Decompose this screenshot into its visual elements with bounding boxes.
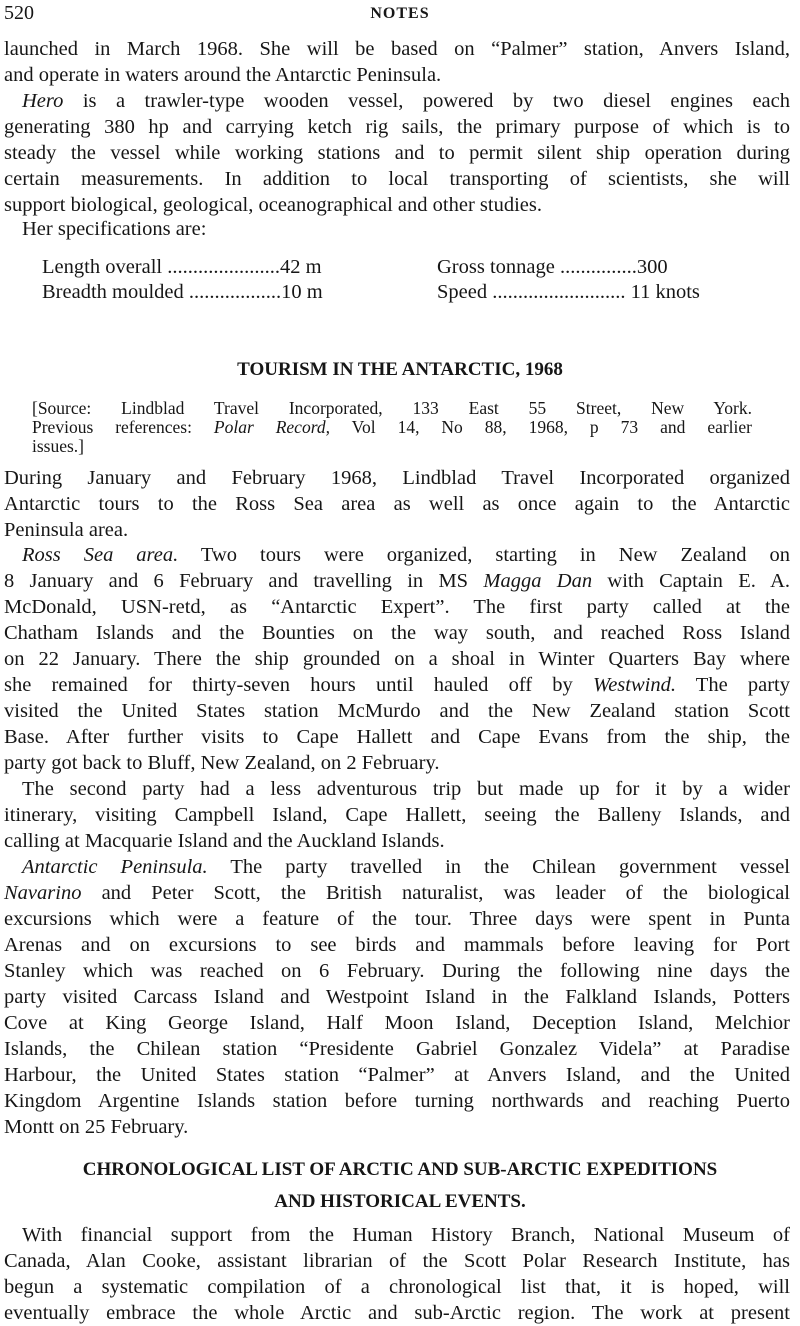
text-run: she remained for thirty-seven hours until hauled off by <box>4 674 594 696</box>
running-title: NOTES <box>370 5 430 22</box>
text-run: Vol 14, No 88, 1968, p 73 and earlier <box>330 417 753 437</box>
spec-value: 300 <box>636 256 668 278</box>
text-line: party got back to Bluff, New Zealand, on 2 February. <box>4 752 440 774</box>
text-line: Harbour, the United States station “Palmer” at Anvers Island, and the United <box>4 1064 790 1086</box>
text-run: Two tours were organized, starting in New Zealand on <box>178 544 790 566</box>
subheading-antarctic-peninsula: Antarctic Peninsula. <box>22 856 208 878</box>
text-line: With financial support from the Human History Branch, National Museum of <box>22 1224 790 1246</box>
text-line: visited the United States station McMurdo and the New Zealand station Scott <box>4 700 790 722</box>
spec-leader: .................. <box>188 281 282 303</box>
text-line <box>22 542 790 568</box>
text-line <box>22 88 790 114</box>
text-run: The party travelled in the Chilean government vessel <box>207 856 790 878</box>
text-line: party visited Carcass Island and Westpoint Island in the Falkland Islands, Potters <box>4 986 790 1008</box>
spec-leader: .......................... <box>492 281 626 303</box>
spec-label: Breadth moulded <box>42 281 184 303</box>
text-line: steady the vessel while working stations and to permit silent ship operation during <box>4 142 790 164</box>
text-line: Chatham Islands and the Bounties on the way south, and reached Ross Island <box>4 622 790 644</box>
text-line: Cove at King George Island, Half Moon Island, Deception Island, Melchior <box>4 1012 790 1034</box>
spec-tonnage <box>437 254 668 280</box>
section-title-chronological: CHRONOLOGICAL LIST OF ARCTIC AND SUB-ARCTIC EXPEDITIONS <box>82 1159 718 1180</box>
text-line: McDonald, USN-retd, as “Antarctic Expert”. The first party called at the <box>4 596 790 618</box>
source-line <box>32 417 752 437</box>
text-line <box>4 568 790 594</box>
spec-breadth <box>42 279 323 305</box>
spec-label: Length overall <box>42 256 163 278</box>
spec-speed <box>437 279 700 305</box>
spec-leader: ...................... <box>167 256 280 278</box>
spec-value: 10 m <box>281 281 323 303</box>
text-line: Montt on 25 February. <box>4 1116 189 1138</box>
spec-value: 11 knots <box>630 281 700 303</box>
spec-length <box>42 254 322 280</box>
source-line: issues.] <box>32 436 85 456</box>
text-line: The second party had a less adventurous trip but made up for it by a wider <box>22 778 790 800</box>
spec-label: Gross tonnage <box>437 256 555 278</box>
text-line: and operate in waters around the Antarctic Peninsula. <box>4 64 442 86</box>
ship-name: Westwind. <box>593 674 676 696</box>
text-line: launched in March 1968. She will be based on “Palmer” station, Anvers Island, <box>4 38 790 60</box>
text-line <box>4 672 790 698</box>
text-line: Base. After further visits to Cape Hallett and Cape Evans from the ship, the <box>4 726 790 748</box>
text-line: itinerary, visiting Campbell Island, Cape Hallett, seeing the Balleny Islands, and <box>4 804 790 826</box>
text-line: Canada, Alan Cooke, assistant librarian of the Scott Polar Research Institute, has <box>4 1250 790 1272</box>
text-run: 8 January and 6 February and travelling in MS <box>4 570 484 592</box>
section-title-chronological-cont: AND HISTORICAL EVENTS. <box>274 1191 526 1212</box>
text-run: and Peter Scott, the British naturalist, was leader of the biological <box>81 882 790 904</box>
spec-label: Speed <box>437 281 488 303</box>
text-line: Kingdom Argentine Islands station before turning northwards and reaching Puerto <box>4 1090 790 1112</box>
text-run: The party <box>675 674 791 696</box>
text-run: with Captain E. A. <box>592 570 790 592</box>
text-line: generating 380 hp and carrying ketch rig sails, the primary purpose of which is to <box>4 116 790 138</box>
text-line: Stanley which was reached on 6 February. During the following nine days the <box>4 960 790 982</box>
spec-value: 42 m <box>279 256 322 278</box>
page-number: 520 <box>4 2 34 24</box>
text-line: on 22 January. There the ship grounded on a shoal in Winter Quarters Bay where <box>4 648 790 670</box>
section-title-tourism: TOURISM IN THE ANTARCTIC, 1968 <box>237 359 563 380</box>
text-line: Peninsula area. <box>4 519 129 541</box>
text-line <box>22 854 790 880</box>
text-run: is a trawler-type wooden vessel, powered by two diesel engines each <box>63 90 790 112</box>
text-line: excursions which were a feature of the tour. Three days were spent in Punta <box>4 908 790 930</box>
text-line: Antarctic tours to the Ross Sea area as well as once again to the Antarctic <box>4 493 790 515</box>
ship-name: Magga Dan <box>483 570 593 592</box>
text-line: Arenas and on excursions to see birds and mammals before leaving for Port <box>4 934 790 956</box>
vessel-name: Hero <box>22 90 64 112</box>
spec-leader: ............... <box>559 256 637 278</box>
text-line: Her specifications are: <box>22 218 207 240</box>
subheading-ross-sea: Ross Sea area. <box>22 544 179 566</box>
text-line <box>4 880 790 906</box>
source-line: [Source: Lindblad Travel Incorporated, 133 East 55 Street, New York. <box>32 398 752 418</box>
text-line: calling at Macquarie Island and the Auckland Islands. <box>4 830 445 852</box>
text-line: Islands, the Chilean station “Presidente Gabriel Gonzalez Videla” at Paradise <box>4 1038 790 1060</box>
text-line: begun a systematic compilation of a chronological list that, it is hoped, will <box>4 1276 790 1298</box>
text-line: eventually embrace the whole Arctic and sub-Arctic region. The work at present <box>4 1302 790 1324</box>
ship-name: Navarino <box>4 882 82 904</box>
text-line: During January and February 1968, Lindblad Travel Incorporated organized <box>4 467 790 489</box>
text-run: Previous references: <box>32 417 214 437</box>
journal-name: Polar Record, <box>213 417 330 437</box>
text-line: certain measurements. In addition to local transporting of scientists, she will <box>4 168 790 190</box>
text-line: support biological, geological, oceanographical and other studies. <box>4 194 542 216</box>
